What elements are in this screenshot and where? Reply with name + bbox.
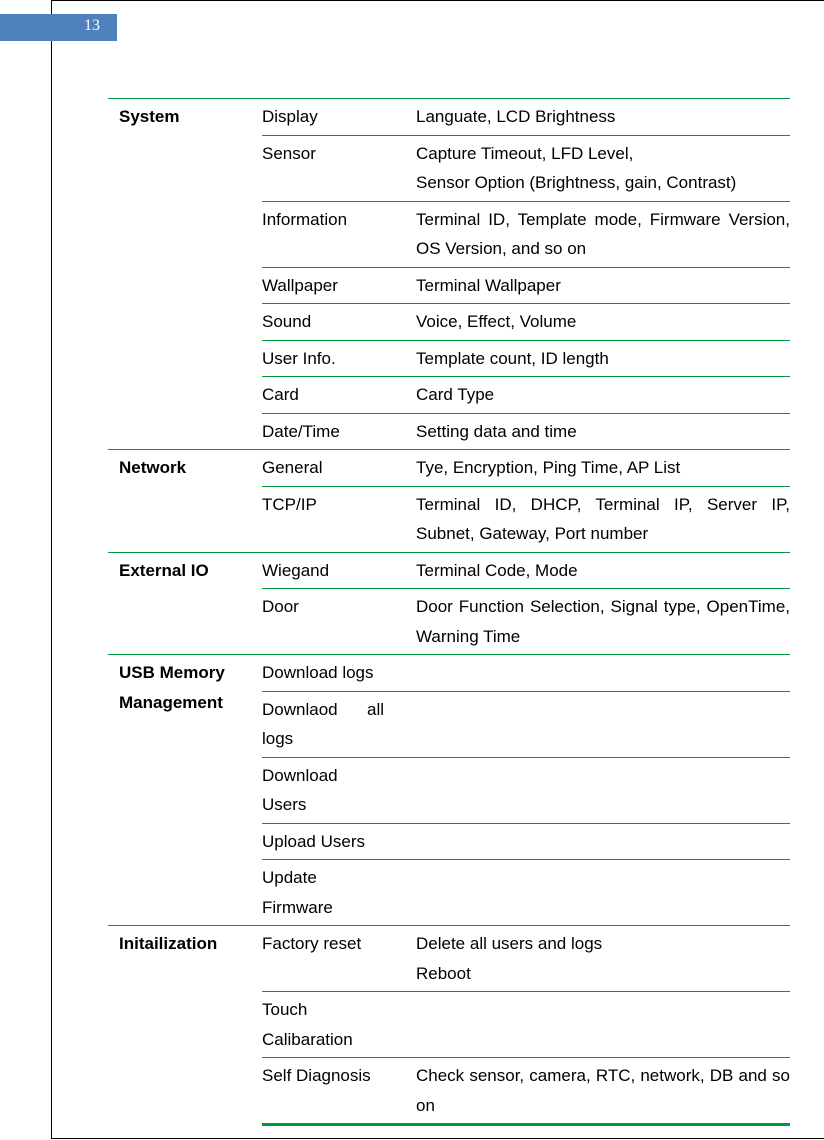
desc-touch-calibration bbox=[416, 992, 790, 1058]
desc-self-diagnosis: Check sensor, camera, RTC, network, DB and so on bbox=[416, 1058, 790, 1125]
item-download-logs-label: Download logs bbox=[262, 663, 374, 682]
desc-user-info: Template count, ID length bbox=[416, 340, 790, 377]
item-wiegand: Wiegand bbox=[262, 552, 416, 589]
desc-tcp-ip: Terminal ID, DHCP, Terminal IP, Server IP, Subnet, Gateway, Port number bbox=[416, 486, 790, 552]
category-usb-memory: USB Memory Management bbox=[108, 655, 262, 926]
desc-download-users bbox=[416, 757, 790, 823]
category-external-io: External IO bbox=[108, 552, 262, 655]
desc-sound: Voice, Effect, Volume bbox=[416, 304, 790, 341]
item-information: Information bbox=[262, 201, 416, 267]
item-general: General bbox=[262, 450, 416, 487]
desc-sensor-line1: Capture Timeout, LFD Level, bbox=[416, 143, 634, 163]
table-row bbox=[108, 655, 790, 692]
desc-download-all-logs bbox=[416, 691, 790, 757]
desc-factory-reset bbox=[416, 926, 790, 992]
desc-sensor-line2: Sensor Option (Brightness, gain, Contrast) bbox=[416, 173, 737, 192]
category-system: System bbox=[108, 99, 262, 450]
page-frame-top bbox=[51, 0, 824, 1]
page-frame-bottom bbox=[51, 1138, 824, 1139]
desc-card: Card Type bbox=[416, 377, 790, 414]
desc-wallpaper: Terminal Wallpaper bbox=[416, 267, 790, 304]
table-row bbox=[108, 450, 790, 487]
item-tcp-ip: TCP/IP bbox=[262, 486, 416, 552]
item-door: Door bbox=[262, 589, 416, 655]
item-download-users bbox=[262, 757, 416, 823]
item-user-info: User Info. bbox=[262, 340, 416, 377]
desc-download-logs bbox=[416, 655, 790, 692]
category-initialization: Initailization bbox=[108, 926, 262, 1125]
desc-door: Door Function Selection, Signal type, OpenTime, Warning Time bbox=[416, 589, 790, 655]
item-card: Card bbox=[262, 377, 416, 414]
desc-information: Terminal ID, Template mode, Firmware Version, OS Version, and so on bbox=[416, 201, 790, 267]
item-download-logs bbox=[262, 655, 416, 692]
table-row bbox=[108, 552, 790, 589]
item-wallpaper: Wallpaper bbox=[262, 267, 416, 304]
item-sensor: Sensor bbox=[262, 135, 416, 201]
table-row bbox=[108, 926, 790, 992]
item-date-time: Date/Time bbox=[262, 413, 416, 450]
item-self-diagnosis: Self Diagnosis bbox=[262, 1058, 416, 1125]
desc-display: Languate, LCD Brightness bbox=[416, 99, 790, 136]
item-download-users-label: Download Users bbox=[262, 765, 338, 814]
table-row bbox=[108, 99, 790, 136]
item-download-all-logs-label: Downlaod all logs bbox=[262, 699, 384, 748]
item-touch-calibration-label: Touch Calibaration bbox=[262, 1000, 353, 1049]
desc-upload-users bbox=[416, 823, 790, 860]
item-display: Display bbox=[262, 99, 416, 136]
item-touch-calibration bbox=[262, 992, 416, 1058]
desc-update-firmware bbox=[416, 860, 790, 926]
category-network: Network bbox=[108, 450, 262, 553]
item-sound: Sound bbox=[262, 304, 416, 341]
page-number: 13 bbox=[84, 17, 100, 34]
desc-factory-reset-line1: Delete all users and logs bbox=[416, 934, 603, 953]
item-update-firmware bbox=[262, 860, 416, 926]
desc-factory-reset-line2: Reboot bbox=[416, 963, 471, 983]
menu-settings-table bbox=[108, 98, 790, 1126]
item-update-firmware-label: Update Firmware bbox=[262, 868, 333, 917]
item-factory-reset: Factory reset bbox=[262, 926, 416, 992]
item-upload-users: Upload Users bbox=[262, 823, 416, 860]
desc-date-time: Setting data and time bbox=[416, 413, 790, 450]
desc-general: Tye, Encryption, Ping Time, AP List bbox=[416, 450, 790, 487]
page-frame-left bbox=[51, 0, 52, 1138]
desc-sensor bbox=[416, 135, 790, 201]
desc-wiegand: Terminal Code, Mode bbox=[416, 552, 790, 589]
item-download-all-logs bbox=[262, 691, 416, 757]
